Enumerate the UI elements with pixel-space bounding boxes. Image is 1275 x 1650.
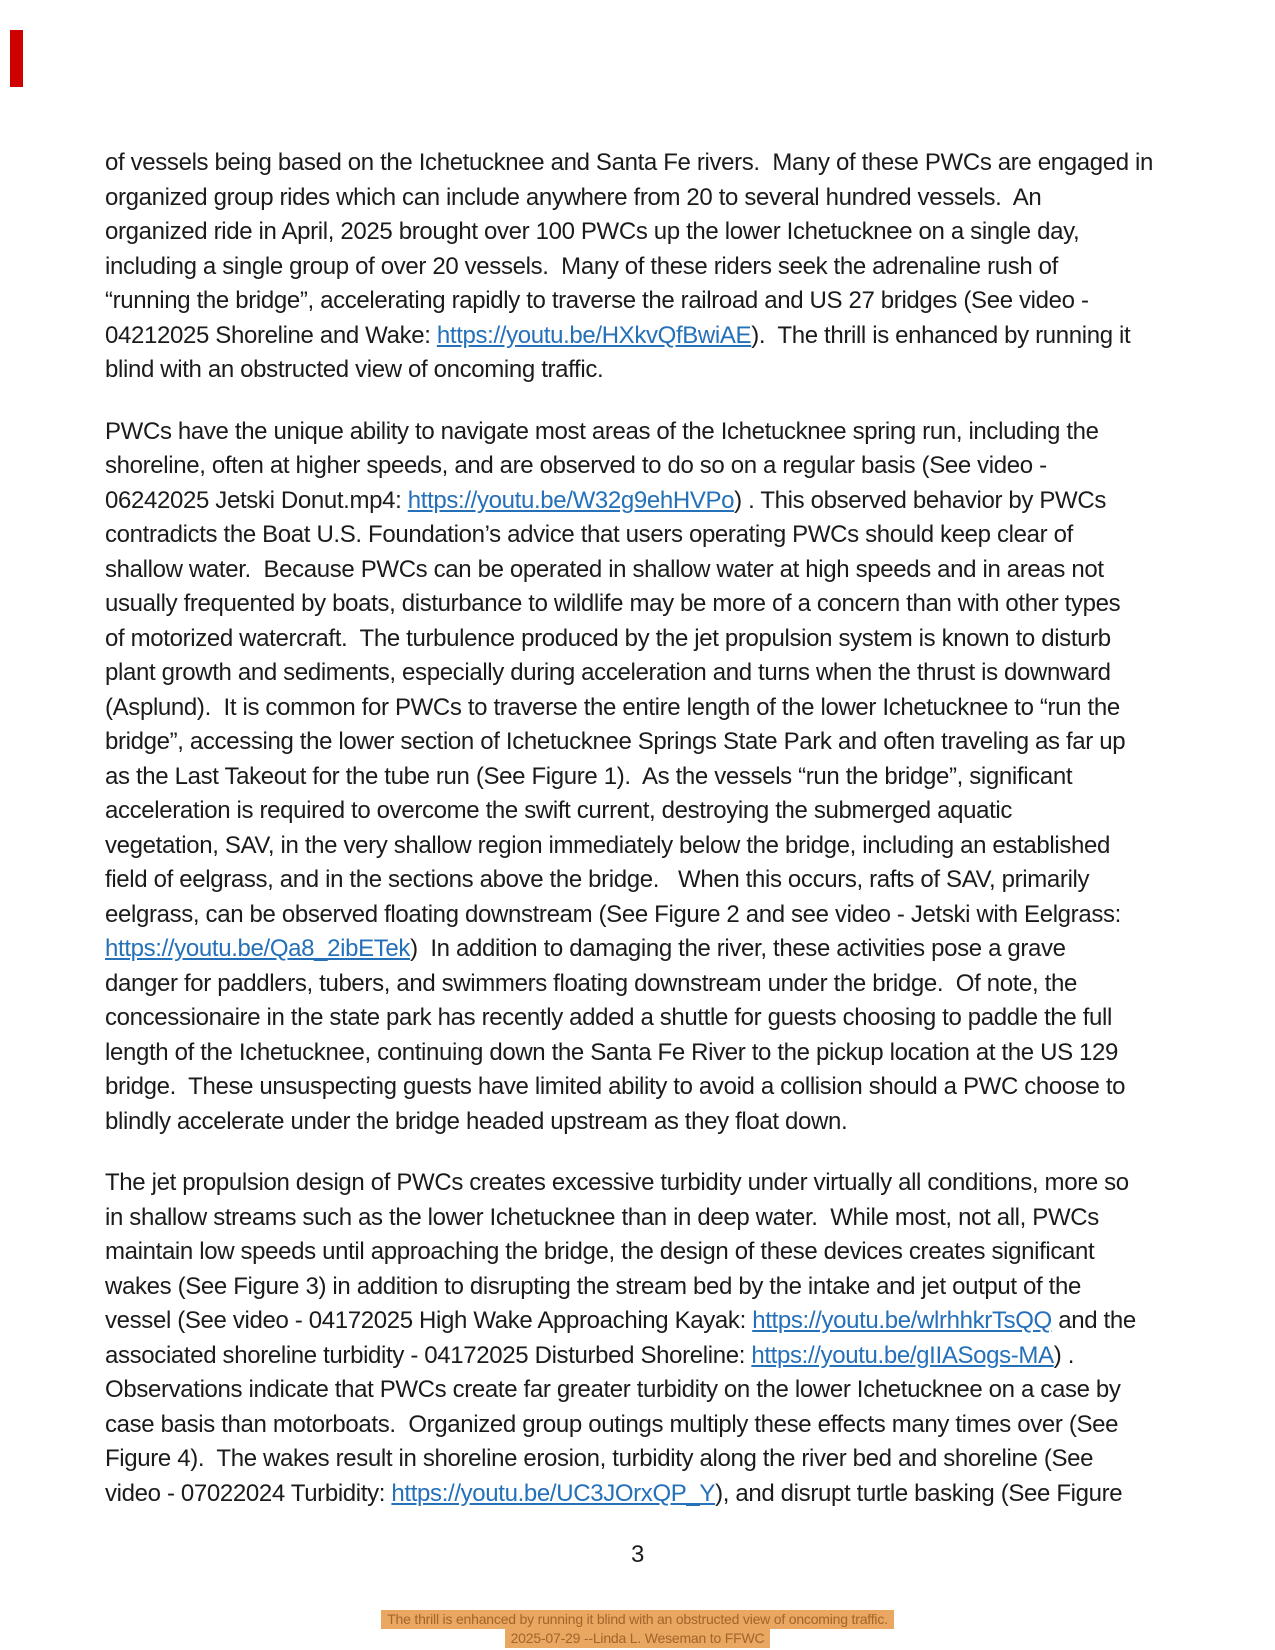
- text-segment: contradicts the Boat U.S. Foundation’s advice that users operating PWCs should keep clear of: [105, 521, 1073, 548]
- text-line: [105, 622, 1170, 657]
- text-line: [105, 449, 1170, 484]
- text-segment: case basis than motorboats. Organized group outings multiply these effects many times over (See: [105, 1410, 1119, 1438]
- text-segment: ), and disrupt turtle basking (See Figure: [715, 1479, 1123, 1507]
- text-segment: The jet propulsion design of PWCs creates excessive turbidity under virtually all conditions, more so: [105, 1169, 1129, 1196]
- text-line: [105, 1442, 1170, 1477]
- hyperlink[interactable]: https://youtu.be/wlrhhkrTsQQ: [752, 1307, 1052, 1334]
- text-segment: vegetation, SAV, in the very shallow region immediately below the bridge, including an established: [105, 831, 1110, 859]
- text-segment: length of the Ichetucknee, continuing down the Santa Fe River to the pickup location at the US 129: [105, 1038, 1119, 1066]
- hyperlink[interactable]: https://youtu.be/HXkvQfBwiAE: [436, 321, 752, 349]
- edit-marker-bar: [10, 30, 23, 87]
- hyperlink[interactable]: https://youtu.be/gIIASogs-MA: [751, 1341, 1054, 1369]
- text-segment: shallow water. Because PWCs can be operated in shallow water at high speeds and in areas not: [105, 555, 1104, 583]
- hyperlink[interactable]: https://youtu.be/Qa8_2ibETek: [105, 935, 411, 962]
- text-line: [105, 1166, 1170, 1201]
- text-line: [105, 1036, 1170, 1071]
- text-line: [105, 587, 1170, 622]
- text-segment: usually frequented by boats, disturbance to wildlife may be more of a concern than with other types: [105, 590, 1121, 617]
- text-segment: Figure 4). The wakes result in shoreline erosion, turbidity along the river bed and shoreline (See: [105, 1445, 1094, 1472]
- text-line: [105, 1304, 1170, 1339]
- text-segment: bridge”, accessing the lower section of Ichetucknee Springs State Park and often traveling as far up: [105, 728, 1126, 755]
- text-segment: of vessels being based on the Ichetucknee and Santa Fe rivers. Many of these PWCs are engaged in: [105, 149, 1154, 176]
- text-line: [105, 215, 1170, 250]
- text-line: [105, 725, 1170, 760]
- hyperlink[interactable]: https://youtu.be/UC3JOrxQP_Y: [391, 1479, 716, 1507]
- text-segment: blind with an obstructed view of oncoming traffic.: [105, 356, 604, 383]
- text-line: [105, 863, 1170, 898]
- paragraph: [105, 146, 1170, 388]
- document-body: [105, 146, 1170, 1573]
- text-line: [105, 656, 1170, 691]
- text-segment: 04212025 Shoreline and Wake:: [105, 321, 437, 349]
- annotation-callout: [0, 1610, 1275, 1648]
- text-line: [105, 760, 1170, 795]
- text-segment: associated shoreline turbidity - 04172025 Disturbed Shoreline:: [105, 1341, 752, 1369]
- text-line: [105, 1270, 1170, 1305]
- text-segment: PWCs have the unique ability to navigate most areas of the Ichetucknee spring run, including the: [105, 417, 1099, 445]
- text-segment: maintain low speeds until approaching the bridge, the design of these devices creates significant: [105, 1238, 1095, 1265]
- text-line: [105, 1201, 1170, 1236]
- annotation-quote: The thrill is enhanced by running it blind with an obstructed view of oncoming traffic.: [381, 1610, 894, 1629]
- text-segment: vessel (See video - 04172025 High Wake Approaching Kayak:: [105, 1307, 753, 1334]
- text-segment: eelgrass, can be observed floating downstream (See Figure 2 and see video - Jetski with Eelgrass:: [105, 900, 1121, 928]
- text-segment: including a single group of over 20 vessels. Many of these riders seek the adrenaline rush of: [105, 252, 1058, 280]
- text-line: [105, 1339, 1170, 1374]
- text-line: [105, 181, 1170, 216]
- text-segment: ). The thrill is enhanced by running it: [751, 321, 1131, 349]
- hyperlink[interactable]: https://youtu.be/W32g9ehHVPo: [407, 486, 735, 514]
- text-segment: “running the bridge”, accelerating rapidly to traverse the railroad and US 27 bridges (See video -: [105, 287, 1089, 314]
- paragraph: [105, 415, 1170, 1140]
- text-segment: in shallow streams such as the lower Ichetucknee than in deep water. While most, not all, PWCs: [105, 1203, 1099, 1231]
- text-segment: ) .: [1053, 1341, 1075, 1369]
- text-line: [105, 829, 1170, 864]
- text-segment: 06242025 Jetski Donut.mp4:: [105, 486, 408, 514]
- text-segment: concessionaire in the state park has recently added a shuttle for guests choosing to paddle the full: [105, 1004, 1112, 1031]
- text-segment: as the Last Takeout for the tube run (See Figure 1). As the vessels “run the bridge”, significant: [105, 762, 1073, 790]
- text-line: [105, 319, 1170, 354]
- text-line: [105, 967, 1170, 1002]
- text-line: [105, 284, 1170, 319]
- text-segment: field of eelgrass, and in the sections above the bridge. When this occurs, rafts of SAV, primarily: [105, 866, 1090, 893]
- text-segment: danger for paddlers, tubers, and swimmers floating downstream under the bridge. Of note, the: [105, 969, 1077, 997]
- text-segment: (Asplund). It is common for PWCs to traverse the entire length of the lower Ichetucknee to “run the: [105, 693, 1120, 721]
- text-segment: ) . This observed behavior by PWCs: [734, 486, 1106, 514]
- text-line: [105, 484, 1170, 519]
- text-segment: and the: [1051, 1307, 1136, 1334]
- text-line: [105, 794, 1170, 829]
- text-line: [105, 1235, 1170, 1270]
- text-line: [105, 932, 1170, 967]
- text-segment: shoreline, often at higher speeds, and are observed to do so on a regular basis (See video -: [105, 452, 1047, 479]
- text-segment: bridge. These unsuspecting guests have limited ability to avoid a collision should a PWC choose to: [105, 1073, 1126, 1100]
- text-segment: video - 07022024 Turbidity:: [105, 1479, 392, 1507]
- text-line: [105, 691, 1170, 726]
- text-line: [105, 415, 1170, 450]
- text-line: [105, 518, 1170, 553]
- text-line: [105, 146, 1170, 181]
- text-segment: wakes (See Figure 3) in addition to disrupting the stream bed by the intake and jet output of the: [105, 1272, 1081, 1300]
- text-line: [105, 553, 1170, 588]
- text-segment: ) In addition to damaging the river, these activities pose a grave: [410, 935, 1066, 962]
- text-segment: organized ride in April, 2025 brought over 100 PWCs up the lower Ichetucknee on a single day,: [105, 218, 1080, 245]
- text-line: [105, 898, 1170, 933]
- text-line: [105, 353, 1170, 388]
- text-segment: Observations indicate that PWCs create far greater turbidity on the lower Ichetucknee on a case by: [105, 1376, 1121, 1403]
- text-segment: organized group rides which can include anywhere from 20 to several hundred vessels. An: [105, 183, 1042, 211]
- text-line: [105, 1373, 1170, 1408]
- text-line: [105, 1105, 1170, 1140]
- text-segment: plant growth and sediments, especially during acceleration and turns when the thrust is downward: [105, 659, 1111, 686]
- text-segment: of motorized watercraft. The turbulence produced by the jet propulsion system is known to disturb: [105, 624, 1111, 652]
- annotation-attribution: 2025-07-29 --Linda L. Weseman to FFWC: [505, 1629, 771, 1648]
- text-segment: acceleration is required to overcome the swift current, destroying the submerged aquatic: [105, 797, 1013, 824]
- text-line: [105, 1001, 1170, 1036]
- text-segment: blindly accelerate under the bridge headed upstream as they float down.: [105, 1107, 848, 1135]
- page-number: 3: [631, 1541, 644, 1568]
- text-line: [105, 1408, 1170, 1443]
- paragraph: [105, 1166, 1170, 1511]
- text-line: [105, 250, 1170, 285]
- text-line: [105, 1477, 1170, 1512]
- text-line: [105, 1070, 1170, 1105]
